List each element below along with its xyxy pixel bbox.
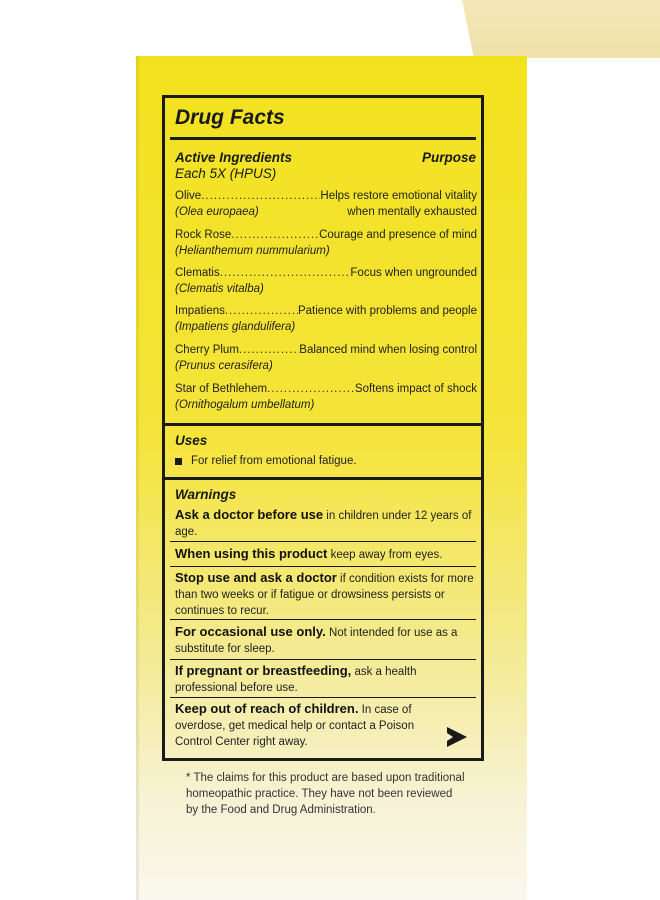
warning-item: If pregnant or breastfeeding, ask a health professional before use. bbox=[175, 663, 417, 694]
claims-footnote: * The claims for this product are based upon traditional homeopathic practice. They have not been reviewed by the Food and Drug Administration. bbox=[186, 772, 465, 816]
warning-item: Keep out of reach of children. In case of overdose, get medical help or contact a Poison Control Center right away. bbox=[175, 701, 415, 748]
active-ingredients-sub: Each 5X (HPUS) bbox=[175, 166, 277, 181]
warning-item: Ask a doctor before use in children under 12 years of age. bbox=[175, 507, 472, 538]
drug-facts-title: Drug Facts bbox=[175, 106, 285, 129]
warning-rule bbox=[170, 659, 476, 660]
warning-item: When using this product keep away from eyes. bbox=[175, 546, 443, 561]
ingredient-row: Olive ..... Helps restore emotional vitality (Olea europaea) when mentally exhausted bbox=[175, 190, 477, 222]
arrow-notch bbox=[447, 733, 453, 741]
active-ingredients-heading: Active Ingredients bbox=[175, 150, 293, 165]
section-divider bbox=[162, 423, 484, 426]
section-divider bbox=[162, 477, 484, 480]
ingredient-row: Impatiens ..... Patience with problems and people (Impatiens glandulifera) bbox=[175, 305, 477, 337]
box-flap bbox=[462, 0, 660, 58]
uses-item bbox=[175, 455, 357, 467]
bullet-icon bbox=[175, 458, 182, 465]
ingredient-row: Cherry Plum ..... Balanced mind when losing control (Prunus cerasifera) bbox=[175, 344, 477, 376]
uses-heading: Uses bbox=[175, 433, 208, 448]
warnings-heading: Warnings bbox=[175, 487, 237, 502]
box-edge bbox=[136, 56, 139, 900]
warning-item: Stop use and ask a doctor if condition exists for more than two weeks or if fatigue or drowsiness persists or continues to recur. bbox=[175, 570, 474, 617]
purpose-heading: Purpose bbox=[421, 150, 476, 165]
ingredient-row: Rock Rose ..... Courage and presence of mind (Helianthemum nummularium) bbox=[175, 229, 477, 261]
uses-item-text: For relief from emotional fatigue. bbox=[191, 455, 357, 467]
title-rule bbox=[170, 137, 476, 140]
warning-rule bbox=[170, 541, 476, 542]
ingredient-row: Clematis ..... Focus when ungrounded (Clematis vitalba) bbox=[175, 267, 477, 299]
ingredient-row: Star of Bethlehem ..... Softens impact of shock (Ornithogalum umbellatum) bbox=[175, 383, 477, 415]
warning-rule bbox=[170, 697, 476, 698]
warning-rule bbox=[170, 619, 476, 620]
warning-rule bbox=[170, 566, 476, 567]
warning-item: For occasional use only. Not intended for use as a substitute for sleep. bbox=[175, 624, 458, 655]
